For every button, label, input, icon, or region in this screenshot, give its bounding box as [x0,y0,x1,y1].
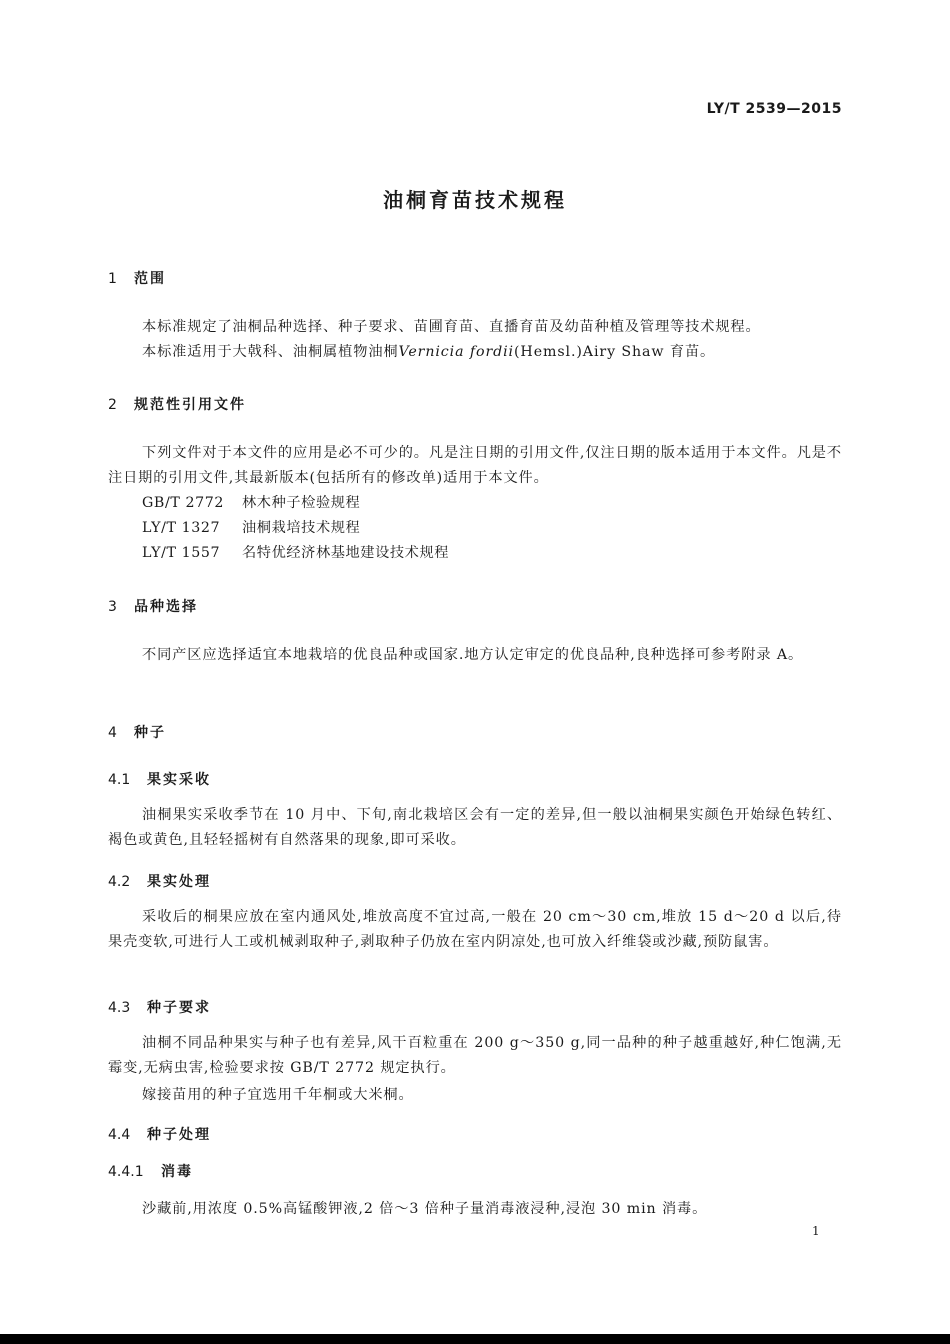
section-1-paragraph-2: 本标准适用于大戟科、油桐属植物油桐Vernicia fordii(Hemsl.)Airy Shaw 育苗。 [142,344,716,360]
section-4-1-heading: 4.1 果实采收 [108,772,211,788]
section-2-heading: 2 规范性引用文件 [108,397,246,413]
reference-item: LY/T 1327 油桐栽培技术规程 [142,520,361,536]
section-4-3-heading: 4.3 种子要求 [108,1000,211,1016]
section-1-paragraph-1: 本标准规定了油桐品种选择、种子要求、苗圃育苗、直播育苗及幼苗种植及管理等技术规程。 [142,319,761,335]
section-4-4-1-paragraph-1: 沙藏前,用浓度 0.5%高锰酸钾液,2 倍～3 倍种子量消毒液浸种,浸泡 30 min 消毒。 [142,1201,708,1217]
reference-item: GB/T 2772 林木种子检验规程 [142,495,361,511]
section-4-3-paragraph-1: 油桐不同品种果实与种子也有差异,风干百粒重在 200 g～350 g,同一品种的种子越重越好,种仁饱满,无霉变,无病虫害,检验要求按 GB/T 2772 规定执行。 [108,1035,842,1076]
page-number: 1 [812,1224,820,1238]
section-4-3-paragraph-2: 嫁接苗用的种子宜选用千年桐或大米桐。 [142,1087,414,1103]
species-name: Vernicia fordii [398,344,514,360]
standard-number: LY/T 2539—2015 [706,101,842,117]
section-4-1-paragraph-1: 油桐果实采收季节在 10 月中、下旬,南北栽培区会有一定的差异,但一般以油桐果实颜色开始绿色转红、褐色或黄色,且轻轻摇树有自然落果的现象,即可采收。 [108,807,842,848]
reference-item: LY/T 1557 名特优经济林基地建设技术规程 [142,545,450,561]
section-4-2-heading: 4.2 果实处理 [108,874,211,890]
section-4-4-heading: 4.4 种子处理 [108,1127,211,1143]
section-4-4-1-heading: 4.4.1 消毒 [108,1164,193,1180]
section-3-heading: 3 品种选择 [108,599,198,615]
bottom-edge-bar [0,1334,950,1344]
section-2-paragraph-1: 下列文件对于本文件的应用是必不可少的。凡是注日期的引用文件,仅注日期的版本适用于本文件。凡是不注日期的引用文件,其最新版本(包括所有的修改单)适用于本文件。 [108,445,842,486]
section-1-heading: 1 范围 [108,271,166,287]
document-title: 油桐育苗技术规程 [383,188,567,212]
section-4-2-paragraph-1: 采收后的桐果应放在室内通风处,堆放高度不宜过高,一般在 20 cm～30 cm,堆放 15 d～20 d 以后,待果壳变软,可进行人工或机械剥取种子,剥取种子仍放在室内阴凉处,也可放入纤维袋或沙藏,预防鼠害。 [108,909,842,950]
section-3-paragraph-1: 不同产区应选择适宜本地栽培的优良品种或国家.地方认定审定的优良品种,良种选择可参考附录 A。 [142,647,804,663]
section-4-heading: 4 种子 [108,725,166,741]
